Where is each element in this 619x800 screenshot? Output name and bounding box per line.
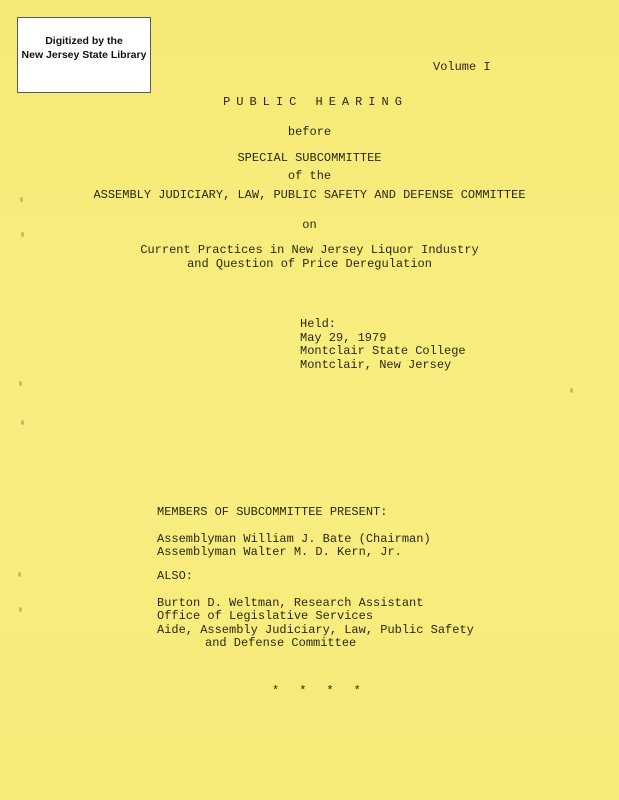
held-label: Held: [300, 317, 337, 331]
held-city: Montclair, New Jersey [300, 357, 452, 372]
paper-speck [21, 232, 24, 237]
also-line-2: Office of Legislative Services [157, 609, 374, 623]
on-text: on [302, 218, 317, 232]
volume-label: Volume I [433, 60, 491, 74]
before-text: before [287, 125, 332, 139]
members-present [157, 506, 431, 560]
held-place: Montclair State College [300, 344, 466, 358]
also-heading: ALSO: [157, 569, 194, 583]
library-label-line2: New Jersey State Library [21, 49, 147, 61]
also-line-1: Burton D. Weltman, Research Assistant [157, 595, 424, 610]
separator-stars: **** [272, 684, 381, 698]
paper-speck [570, 388, 573, 393]
subject-line-2: and Question of Price Deregulation [187, 257, 432, 271]
subject-line-1: Current Practices in New Jersey Liquor Industry [140, 243, 479, 257]
members-heading: MEMBERS OF SUBCOMMITTEE PRESENT: [157, 505, 388, 519]
member-item: Assemblyman Walter M. D. Kern, Jr. [157, 545, 402, 559]
also-present [157, 570, 474, 651]
also-line-4: and Defense Committee [205, 636, 357, 650]
of-the-text: of the [287, 169, 332, 183]
held-date: May 29, 1979 [300, 330, 387, 345]
held-details [300, 318, 466, 372]
paper-speck [20, 197, 23, 202]
subcommittee-title: SPECIAL SUBCOMMITTEE [237, 151, 382, 165]
library-stamp-label [17, 17, 151, 93]
also-line-3: Aide, Assembly Judiciary, Law, Public Safety [157, 622, 474, 637]
paper-speck [21, 420, 24, 425]
committee-title: ASSEMBLY JUDICIARY, LAW, PUBLIC SAFETY AND DEFENSE COMMITTEE [93, 188, 526, 202]
paper-speck [18, 572, 21, 577]
library-label-line1: Digitized by the [45, 35, 123, 47]
member-item: Assemblyman William J. Bate (Chairman) [157, 531, 431, 546]
paper-speck [19, 381, 22, 386]
document-heading: PUBLIC HEARING [223, 95, 408, 109]
paper-speck [19, 607, 22, 612]
